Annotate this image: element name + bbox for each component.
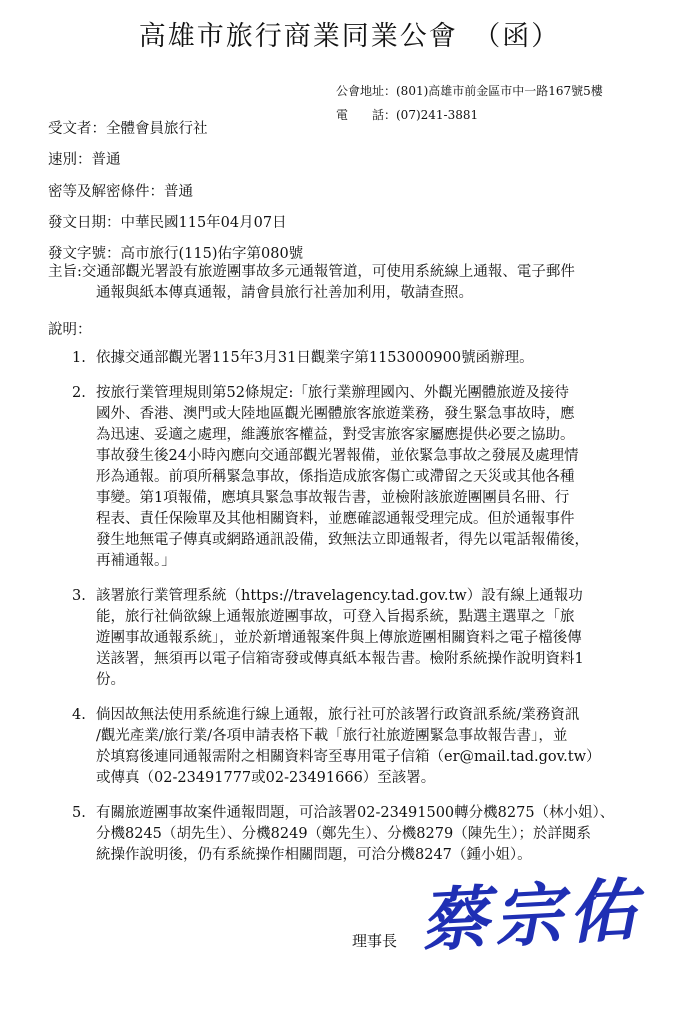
item-number: 5.: [72, 805, 86, 821]
item-text: 依據交通部觀光署115年3月31日觀業字第1153000900號函辦理。: [96, 350, 534, 366]
document-title: 高雄市旅行商業同業公會 （函）: [138, 21, 561, 52]
list-item: [72, 803, 682, 866]
org-phone: 電 話：(07)241-3881: [336, 108, 479, 122]
signature: 蔡宗佑: [418, 870, 645, 962]
item-text: 有關旅遊團事故案件通報問題，可洽該署02-23491500轉分機8275（林小姐）、 分機8245（胡先生）、分機8249（鄭先生）、分機8279（陳先生）；於詳閱系 統操作說明後，仍有系統操作相關問題，可洽分機8247（鍾小姐）。: [96, 805, 615, 863]
item-text: 倘因故無法使用系統進行線上通報，旅行社可於該署行政資訊系統/業務資訊 /觀光產業/旅行業/各項申請表格下載「旅行社旅遊團緊急事故報告書」，並 於填寫後連同通報需附之相關資料寄至專用電子信箱（er@mail.tad.gov.tw） 或傳真（02-23491777或02-23491666）至該署。: [96, 707, 601, 786]
signature-label: 理事長: [352, 932, 398, 950]
subject: [48, 262, 668, 304]
explanation-list: [72, 348, 682, 880]
item-number: 1.: [72, 350, 86, 366]
item-number: 3.: [72, 588, 86, 604]
subject-line-2: 通報與紙本傳真通報，請會員旅行社善加利用，敬請查照。: [96, 285, 473, 301]
speed: 速別：普通: [48, 152, 121, 168]
item-number: 4.: [72, 707, 86, 723]
subject-line-1: 主旨:交通部觀光署設有旅遊團事故多元通報管道，可使用系統線上通報、電子郵件: [48, 264, 575, 280]
list-item: [72, 586, 682, 691]
list-item: [72, 705, 682, 789]
confidentiality: 密等及解密條件：普通: [48, 184, 193, 200]
item-text: 按旅行業管理規則第52條規定:「旅行業辦理國內、外觀光團體旅遊及接待 國外、香港、澳門或大陸地區觀光團體旅客旅遊業務，發生緊急事故時，應 為迅速、妥適之處理，維護旅客權益，對受害旅客家屬應提供必要之協助。 事故發生後24小時內應向交通部觀光署報備，並依緊急事故之發展及處理情 形為通報。前項所稱緊急事故，係指造成旅客傷亡或滯留之天災或其他各種 事變。第1項報備，應填具緊急事故報告書，並檢附該旅遊團團員名冊、行 程表、責任保險單及其他相關資料，並應確認通報受理完成。但於通報事件 發生地無電子傳真或網路通訊設備，致無法立即通報者，得先以電話報備後， 再補通報。」: [96, 385, 589, 569]
list-item: [72, 348, 682, 369]
org-address: 公會地址：(801)高雄市前金區市中一路167號5樓: [336, 84, 603, 98]
item-number: 2.: [72, 385, 86, 401]
recipient: 受文者：全體會員旅行社: [48, 121, 208, 137]
explanation-label: 說明：: [48, 322, 92, 338]
item-text: 該署旅行業管理系統（https://travelagency.tad.gov.tw）設有線上通報功 能，旅行社倘欲線上通報旅遊團事故，可登入旨揭系統，點選主選單之「旅 遊團事故通報系統」，並於新增通報案件與上傳旅遊團相關資料之電子檔後傳 送該署，無須再以電子信箱寄發或傳真紙本報告書。檢附系統操作說明資料1 份。: [96, 588, 584, 688]
issue-date: 發文日期：中華民國115年04月07日: [48, 215, 287, 231]
document-number: 發文字號：高市旅行(115)佑字第080號: [48, 246, 304, 262]
list-item: [72, 383, 682, 572]
